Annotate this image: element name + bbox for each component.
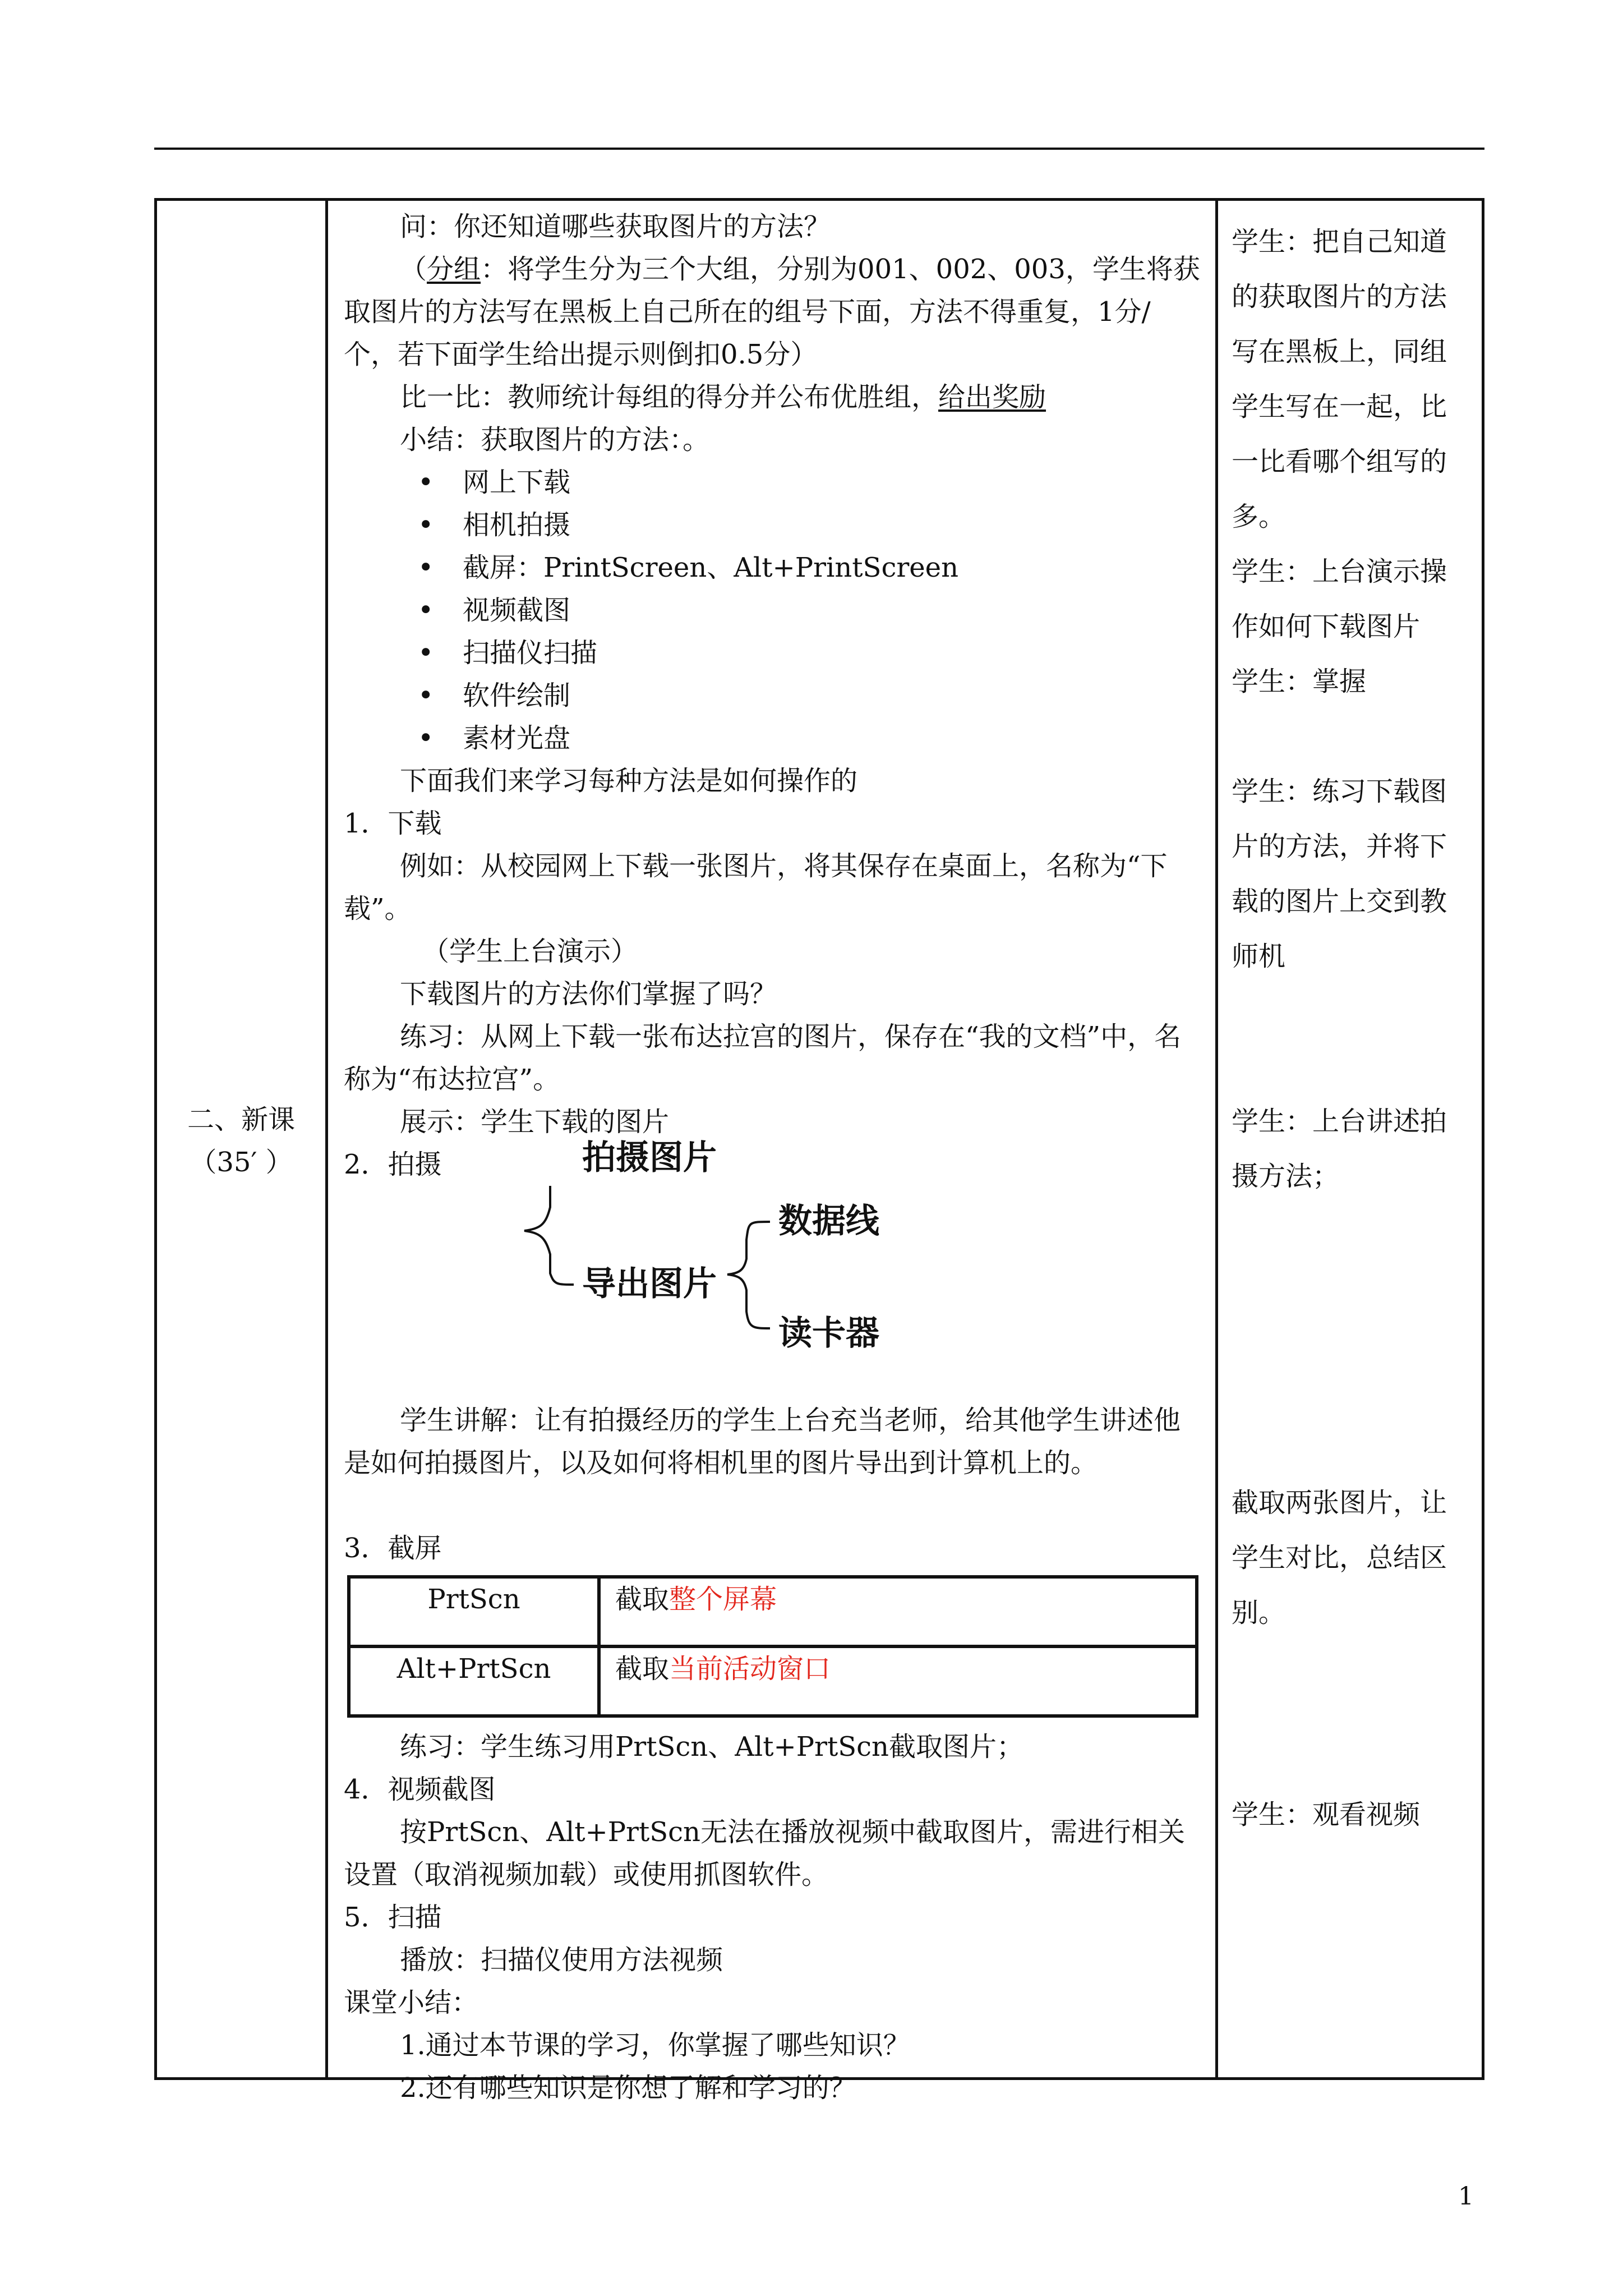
student-activity: 学生：把自己知道的获取图片的方法写在黑板上，同组学生写在一起，比一比看哪个组写的多。	[1232, 226, 1447, 532]
screenshot-practice: 练习：学生练习用PrtScn、Alt+PrtScn截取图片；	[400, 1731, 1023, 1763]
shoot-explain: 学生讲解：让有拍摄经历的学生上台充当老师，给其他学生讲述他是如何拍摄图片，以及如何将相机里的图片导出到计算机上的。	[344, 1405, 1181, 1479]
next-line: 下面我们来学习每种方法是如何操作的	[400, 765, 858, 797]
reward-text: 给出奖励	[938, 381, 1046, 413]
header-rule	[154, 148, 1484, 150]
class-summary-q1: 1.通过本节课的学习，你掌握了哪些知识？	[400, 2030, 910, 2061]
table-row	[349, 1577, 1197, 1646]
download-example: 例如：从校园网上下载一张图片，将其保存在桌面上，名称为“下载”。	[344, 850, 1168, 924]
lesson-content	[344, 205, 1202, 2109]
table-row	[349, 1646, 1197, 1716]
diagram-export-photo: 导出图片	[582, 1264, 717, 1304]
download-question: 下载图片的方法你们掌握了吗？	[400, 978, 777, 1010]
list-item: • 相机拍摄	[463, 504, 1202, 546]
list-item: • 软件绘制	[463, 674, 1202, 717]
bullet-icon: •	[418, 595, 434, 626]
student-activity: 截取两张图片，让学生对比，总结区别。	[1232, 1487, 1447, 1628]
shortcut-desc: 截取当前活动窗口	[599, 1646, 1197, 1716]
list-item: • 网上下载	[463, 461, 1202, 504]
student-activity: 学生：掌握	[1232, 666, 1367, 697]
list-item: • 截屏：PrintScreen、Alt+PrintScreen	[463, 546, 1202, 589]
section-title-video: 4．视频截图	[344, 1774, 496, 1805]
screenshot-table	[347, 1575, 1198, 1718]
section-title-download: 1．下载	[344, 808, 442, 839]
bullet-icon: •	[418, 509, 434, 541]
compare-line: 比一比：教师统计每组的得分并公布优胜组，给出奖励	[400, 381, 1046, 413]
summary-intro: 小结：获取图片的方法：。	[400, 424, 710, 455]
group-label: 分组	[427, 254, 481, 285]
stage-label	[157, 1098, 325, 1184]
student-activity-cell	[1217, 200, 1483, 2079]
download-demo: （学生上台演示）	[422, 936, 638, 967]
bullet-icon: •	[418, 637, 434, 669]
diagram-data-cable: 数据线	[778, 1202, 879, 1241]
section-title-shoot: 2．拍摄	[344, 1149, 442, 1180]
stage-label-line2: （35′ ）	[190, 1147, 293, 1178]
student-activity: 学生：上台讲述拍摄方法；	[1232, 1106, 1447, 1192]
section-title-scan: 5．扫描	[344, 1902, 442, 1933]
list-item: • 视频截图	[463, 589, 1202, 632]
methods-list	[344, 461, 1202, 760]
student-activity: 学生：练习下载图片的方法，并将下载的图片上交到教师机	[1232, 776, 1447, 972]
stage-label-line1: 二、新课	[187, 1104, 295, 1135]
list-item: • 素材光盘	[463, 717, 1202, 760]
section-title-screenshot: 3．截屏	[344, 1533, 442, 1564]
shortcut-key: PrtScn	[349, 1577, 599, 1646]
diagram-take-photo: 拍摄图片	[582, 1138, 717, 1177]
lesson-plan-table	[154, 198, 1484, 2104]
list-item: • 扫描仪扫描	[463, 632, 1202, 674]
student-activity: 学生：上台演示操作如何下载图片	[1232, 556, 1447, 642]
bullet-icon: •	[418, 680, 434, 711]
page-number: 1	[1458, 2182, 1474, 2211]
class-summary-title: 课堂小结：	[344, 1987, 479, 2018]
shortcut-key: Alt+PrtScn	[349, 1646, 599, 1716]
brace-lines	[344, 1186, 1202, 1399]
download-practice: 练习：从网上下载一张布达拉宫的图片，保存在“我的文档”中，名称为“布达拉宫”。	[344, 1021, 1182, 1095]
bullet-icon: •	[418, 467, 434, 498]
video-text: 按PrtScn、Alt+PrtScn无法在播放视频中截取图片，需进行相关设置（取消视频加载）或使用抓图软件。	[344, 1816, 1185, 1890]
group-rule: （分组：将学生分为三个大组，分别为001、002、003，学生将获取图片的方法写在黑板上自己所在的组号下面，方法不得重复，1分/个，若下面学生给出提示则倒扣0.5分）	[344, 254, 1200, 370]
shortcut-desc: 截取整个屏幕	[599, 1577, 1197, 1646]
bullet-icon: •	[418, 552, 434, 583]
download-show: 展示：学生下载的图片	[400, 1106, 670, 1138]
content-cell	[327, 200, 1217, 2104]
bullet-icon: •	[418, 723, 434, 754]
diagram-card-reader: 读卡器	[778, 1314, 879, 1353]
stage-cell	[156, 200, 327, 2079]
scan-text: 播放：扫描仪使用方法视频	[400, 1944, 723, 1976]
class-summary-q2: 2.还有哪些知识是你想了解和学习的？	[400, 2072, 856, 2104]
student-activity: 学生：观看视频	[1232, 1799, 1421, 1830]
question-line: 问：你还知道哪些获取图片的方法？	[400, 211, 831, 242]
